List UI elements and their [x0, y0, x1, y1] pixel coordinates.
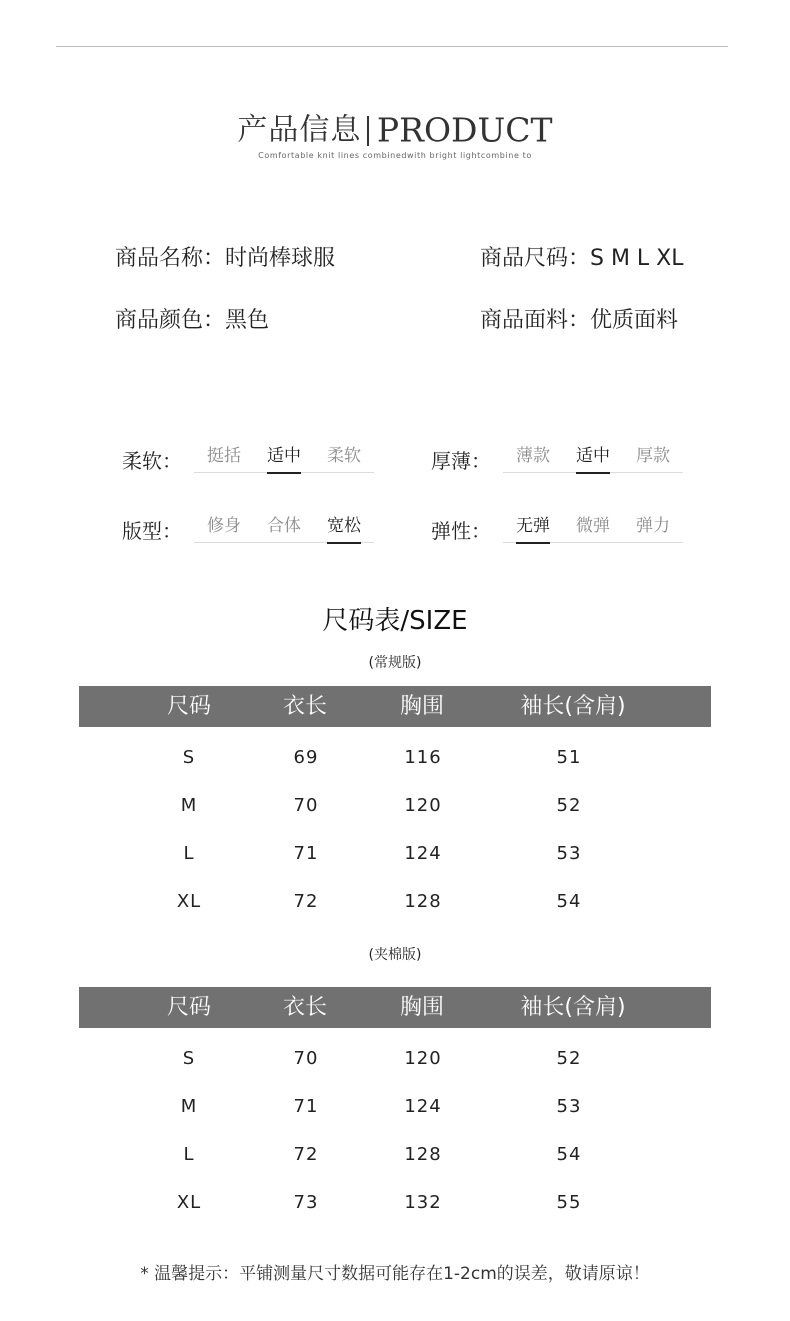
- table-cell: 55: [556, 1192, 582, 1213]
- table-cell: 128: [404, 1144, 442, 1165]
- section-title: [0, 108, 790, 152]
- table-cell: 51: [556, 747, 582, 768]
- thickness-option-selected: 适中: [563, 444, 623, 472]
- table-cell: 71: [293, 843, 319, 864]
- table-cell: 128: [404, 891, 442, 912]
- footnote: * 温馨提示：平铺测量尺寸数据可能存在1-2cm的误差，敬请原谅！: [140, 1264, 650, 1284]
- size-chart-title: 尺码表/SIZE: [322, 606, 468, 636]
- column-header: 胸围: [399, 694, 445, 719]
- product-color: 商品颜色：黑色: [115, 308, 270, 333]
- table-row: [0, 878, 790, 926]
- table-cell: 120: [404, 1048, 442, 1069]
- table-cell: L: [183, 1144, 195, 1165]
- table-cell: 71: [293, 1096, 319, 1117]
- softness-option: 挺括: [207, 446, 241, 466]
- table-row: [0, 1083, 790, 1131]
- table-row: [0, 734, 790, 782]
- table-cell: S: [182, 1048, 196, 1069]
- column-header: 尺码: [166, 995, 212, 1020]
- table-cell: M: [180, 795, 198, 816]
- table-row: [0, 782, 790, 830]
- table-version-label: (夹棉版): [368, 947, 422, 963]
- table-row: [0, 1131, 790, 1179]
- table-cell: 54: [556, 891, 582, 912]
- table-cell: S: [182, 747, 196, 768]
- column-header: 衣长: [282, 995, 328, 1020]
- table-cell: 132: [404, 1192, 442, 1213]
- table-cell: 69: [293, 747, 319, 768]
- top-divider: [56, 46, 728, 47]
- table-cell: 124: [404, 843, 442, 864]
- title-subtitle: Comfortable knit lines combinedwith bright lightcombine to: [258, 151, 532, 160]
- table-row: [0, 830, 790, 878]
- product-name: 商品名称：时尚棒球服: [115, 246, 336, 271]
- title-english: PRODUCT: [376, 110, 553, 150]
- table-header: [79, 987, 711, 1028]
- elasticity-options: [503, 514, 683, 543]
- table-cell: 72: [293, 891, 319, 912]
- thickness-options: [503, 444, 683, 473]
- table-header: [79, 686, 711, 727]
- fit-option-selected: 宽松: [314, 514, 374, 542]
- elasticity-option: 微弹: [576, 516, 610, 536]
- fit-options: [194, 514, 374, 543]
- table-cell: XL: [176, 1192, 202, 1213]
- elasticity-label: 弹性：: [431, 519, 491, 543]
- fit-option: 修身: [207, 516, 241, 536]
- column-header: 尺码: [166, 694, 212, 719]
- softness-option: 柔软: [327, 446, 361, 466]
- product-size: 商品尺码：S M L XL: [480, 246, 684, 271]
- product-fabric: 商品面料：优质面料: [480, 308, 679, 333]
- table-cell: 116: [404, 747, 442, 768]
- table-cell: 73: [293, 1192, 319, 1213]
- table-cell: XL: [176, 891, 202, 912]
- table-row: [0, 1035, 790, 1083]
- thickness-option: 薄款: [516, 446, 550, 466]
- softness-options: [194, 444, 374, 473]
- table-cell: 54: [556, 1144, 582, 1165]
- thickness-option: 厚款: [636, 446, 670, 466]
- column-header: 衣长: [282, 694, 328, 719]
- table-cell: 120: [404, 795, 442, 816]
- table-cell: 124: [404, 1096, 442, 1117]
- softness-label: 柔软：: [122, 449, 182, 473]
- elasticity-option-selected: 无弹: [503, 514, 563, 542]
- table-cell: 52: [556, 1048, 582, 1069]
- table-cell: L: [183, 843, 195, 864]
- title-chinese: 产品信息: [237, 112, 362, 148]
- table-cell: 70: [293, 795, 319, 816]
- table-cell: 53: [556, 1096, 582, 1117]
- table-version-label: (常规版): [368, 655, 422, 671]
- softness-option-selected: 适中: [254, 444, 314, 472]
- table-cell: 72: [293, 1144, 319, 1165]
- title-separator: [367, 116, 369, 146]
- table-row: [0, 1179, 790, 1227]
- fit-option: 合体: [267, 516, 301, 536]
- table-cell: M: [180, 1096, 198, 1117]
- table-cell: 53: [556, 843, 582, 864]
- fit-label: 版型：: [122, 519, 182, 543]
- elasticity-option: 弹力: [636, 516, 670, 536]
- thickness-label: 厚薄：: [431, 449, 491, 473]
- table-cell: 52: [556, 795, 582, 816]
- column-header: 袖长(含肩): [520, 995, 626, 1020]
- column-header: 袖长(含肩): [520, 694, 626, 719]
- table-cell: 70: [293, 1048, 319, 1069]
- column-header: 胸围: [399, 995, 445, 1020]
